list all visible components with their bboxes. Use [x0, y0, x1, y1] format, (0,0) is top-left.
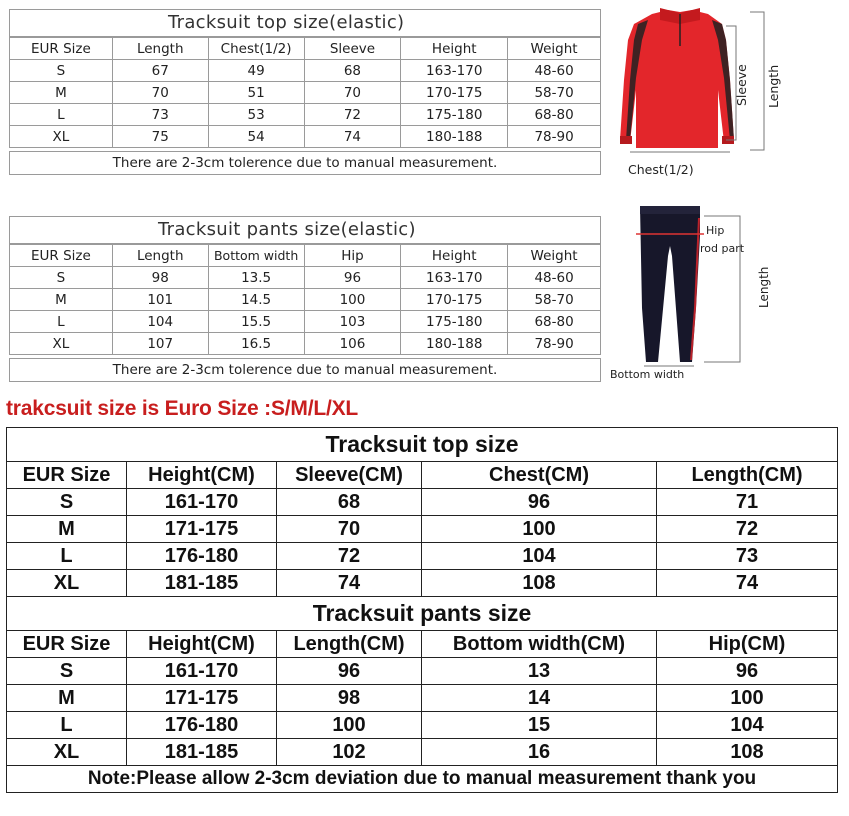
jacket-illustration: [600, 0, 849, 190]
note-row: [7, 766, 838, 793]
table-cell: S: [10, 267, 113, 289]
table-cell: XL: [10, 126, 113, 148]
header-cell: Hip: [304, 245, 401, 267]
table-cell: 14.5: [208, 289, 304, 311]
header-cell: EUR Size: [7, 631, 127, 658]
section-title-row: [7, 428, 838, 462]
table-cell: 74: [277, 570, 422, 597]
table-cell: 96: [422, 489, 657, 516]
table-cell: 96: [277, 658, 422, 685]
top-size-section-title: Tracksuit top size: [7, 428, 838, 462]
pants-shape: [640, 206, 700, 362]
table-cell: 16: [422, 739, 657, 766]
euro-size-table: [6, 427, 838, 793]
table-cell: 96: [304, 267, 401, 289]
table-row: [10, 289, 601, 311]
table-cell: 16.5: [208, 333, 304, 355]
table-cell: 70: [304, 82, 401, 104]
table-cell: 72: [657, 516, 838, 543]
table-cell: S: [10, 60, 113, 82]
table-cell: 75: [112, 126, 208, 148]
table-row: [7, 658, 838, 685]
table-cell: 48-60: [508, 267, 601, 289]
chest-label: Chest(1/2): [628, 162, 694, 177]
length-measure-bracket: [750, 12, 764, 150]
table-cell: 73: [112, 104, 208, 126]
table-cell: 163-170: [401, 267, 508, 289]
table-cell: 72: [277, 543, 422, 570]
table-cell: 181-185: [127, 739, 277, 766]
top-elastic-table: [9, 37, 601, 148]
table-header-row: [10, 38, 601, 60]
section-title-row: [7, 597, 838, 631]
table-cell: 107: [112, 333, 208, 355]
top-elastic-title-box: [9, 9, 601, 37]
pants-illustration: [600, 196, 849, 392]
table-cell: 161-170: [127, 489, 277, 516]
table-cell: 104: [422, 543, 657, 570]
sleeve-label: Sleeve: [734, 64, 749, 106]
table-row: [10, 126, 601, 148]
header-cell: Height: [401, 245, 508, 267]
table-row: [7, 543, 838, 570]
pants-elastic-size-chart: [9, 216, 601, 382]
table-row: [7, 712, 838, 739]
header-cell: Length(CM): [277, 631, 422, 658]
table-row: [7, 685, 838, 712]
header-cell: Sleeve: [304, 38, 401, 60]
table-cell: 100: [304, 289, 401, 311]
header-cell: Weight: [508, 245, 601, 267]
table-cell: 67: [112, 60, 208, 82]
table-cell: 15: [422, 712, 657, 739]
table-row: [10, 333, 601, 355]
table-cell: 98: [277, 685, 422, 712]
header-cell: Chest(CM): [422, 462, 657, 489]
pants-waistband: [640, 206, 700, 214]
table-cell: 74: [304, 126, 401, 148]
header-cell: EUR Size: [7, 462, 127, 489]
table-cell: L: [10, 311, 113, 333]
table-cell: 49: [208, 60, 304, 82]
jacket-cuff: [620, 136, 632, 144]
header-cell: Height(CM): [127, 462, 277, 489]
table-cell: M: [10, 289, 113, 311]
table-cell: 106: [304, 333, 401, 355]
table-cell: 72: [304, 104, 401, 126]
table-cell: 78-90: [508, 126, 601, 148]
table-cell: 74: [657, 570, 838, 597]
header-cell: Length: [112, 38, 208, 60]
table-cell: XL: [7, 570, 127, 597]
pants-length-bracket: [704, 216, 740, 362]
table-cell: 96: [657, 658, 838, 685]
header-cell: Weight: [508, 38, 601, 60]
table-cell: 54: [208, 126, 304, 148]
header-cell: Bottom width(CM): [422, 631, 657, 658]
table-header-row: [7, 631, 838, 658]
top-elastic-note: There are 2-3cm tolerence due to manual measurement.: [9, 151, 601, 175]
table-cell: 68-80: [508, 311, 601, 333]
table-cell: 13.5: [208, 267, 304, 289]
table-row: [7, 739, 838, 766]
table-cell: 170-175: [401, 289, 508, 311]
header-cell: EUR Size: [10, 38, 113, 60]
table-cell: 104: [657, 712, 838, 739]
table-cell: M: [7, 685, 127, 712]
top-elastic-size-chart: [9, 9, 601, 175]
table-cell: S: [7, 658, 127, 685]
table-cell: 68: [277, 489, 422, 516]
table-cell: L: [10, 104, 113, 126]
table-cell: 170-175: [401, 82, 508, 104]
table-row: [10, 82, 601, 104]
table-cell: 13: [422, 658, 657, 685]
deviation-note: Note:Please allow 2-3cm deviation due to manual measurement thank you: [7, 766, 838, 793]
table-header-row: [10, 245, 601, 267]
table-row: [10, 311, 601, 333]
table-cell: 108: [657, 739, 838, 766]
table-cell: XL: [10, 333, 113, 355]
table-cell: 48-60: [508, 60, 601, 82]
pants-elastic-note: There are 2-3cm tolerence due to manual measurement.: [9, 358, 601, 382]
table-cell: 100: [277, 712, 422, 739]
table-cell: S: [7, 489, 127, 516]
header-cell: Bottom width: [208, 245, 304, 267]
table-cell: 181-185: [127, 570, 277, 597]
table-cell: L: [7, 543, 127, 570]
table-cell: 71: [657, 489, 838, 516]
table-cell: 176-180: [127, 712, 277, 739]
table-header-row: [7, 462, 838, 489]
table-cell: 171-175: [127, 516, 277, 543]
table-cell: 78-90: [508, 333, 601, 355]
table-cell: 58-70: [508, 289, 601, 311]
header-cell: Height: [401, 38, 508, 60]
table-cell: 98: [112, 267, 208, 289]
table-cell: L: [7, 712, 127, 739]
length-label: Length: [766, 64, 781, 108]
table-cell: 180-188: [401, 333, 508, 355]
pants-elastic-title-box: [9, 216, 601, 244]
pants-length-label: Length: [757, 266, 771, 308]
table-row: [7, 489, 838, 516]
pants-size-section-title: Tracksuit pants size: [7, 597, 838, 631]
header-cell: Hip(CM): [657, 631, 838, 658]
table-cell: 108: [422, 570, 657, 597]
table-cell: XL: [7, 739, 127, 766]
table-cell: 180-188: [401, 126, 508, 148]
header-cell: Sleeve(CM): [277, 462, 422, 489]
header-cell: EUR Size: [10, 245, 113, 267]
hip-label: Hip: [706, 224, 725, 237]
table-row: [10, 60, 601, 82]
rod-part-label: rod part: [700, 242, 745, 255]
table-cell: 51: [208, 82, 304, 104]
table-cell: 176-180: [127, 543, 277, 570]
pants-elastic-table: [9, 244, 601, 355]
table-row: [7, 570, 838, 597]
table-cell: M: [10, 82, 113, 104]
header-cell: Height(CM): [127, 631, 277, 658]
table-cell: 175-180: [401, 104, 508, 126]
table-cell: 100: [422, 516, 657, 543]
table-cell: 68: [304, 60, 401, 82]
top-elastic-title: Tracksuit top size(elastic): [168, 12, 405, 33]
euro-size-headline: trakcsuit size is Euro Size :S/M/L/XL: [6, 397, 359, 420]
table-cell: 161-170: [127, 658, 277, 685]
table-cell: 175-180: [401, 311, 508, 333]
bottom-width-label: Bottom width: [610, 368, 685, 381]
table-cell: 171-175: [127, 685, 277, 712]
table-cell: 73: [657, 543, 838, 570]
table-row: [7, 516, 838, 543]
table-cell: 70: [277, 516, 422, 543]
header-cell: Chest(1/2): [208, 38, 304, 60]
header-cell: Length: [112, 245, 208, 267]
table-cell: 163-170: [401, 60, 508, 82]
table-row: [10, 104, 601, 126]
table-cell: 15.5: [208, 311, 304, 333]
table-cell: M: [7, 516, 127, 543]
table-cell: 70: [112, 82, 208, 104]
table-cell: 14: [422, 685, 657, 712]
table-cell: 68-80: [508, 104, 601, 126]
pants-elastic-title: Tracksuit pants size(elastic): [158, 219, 416, 240]
table-cell: 58-70: [508, 82, 601, 104]
table-cell: 100: [657, 685, 838, 712]
table-cell: 101: [112, 289, 208, 311]
table-row: [10, 267, 601, 289]
table-cell: 102: [277, 739, 422, 766]
table-cell: 103: [304, 311, 401, 333]
table-cell: 104: [112, 311, 208, 333]
table-cell: 53: [208, 104, 304, 126]
header-cell: Length(CM): [657, 462, 838, 489]
